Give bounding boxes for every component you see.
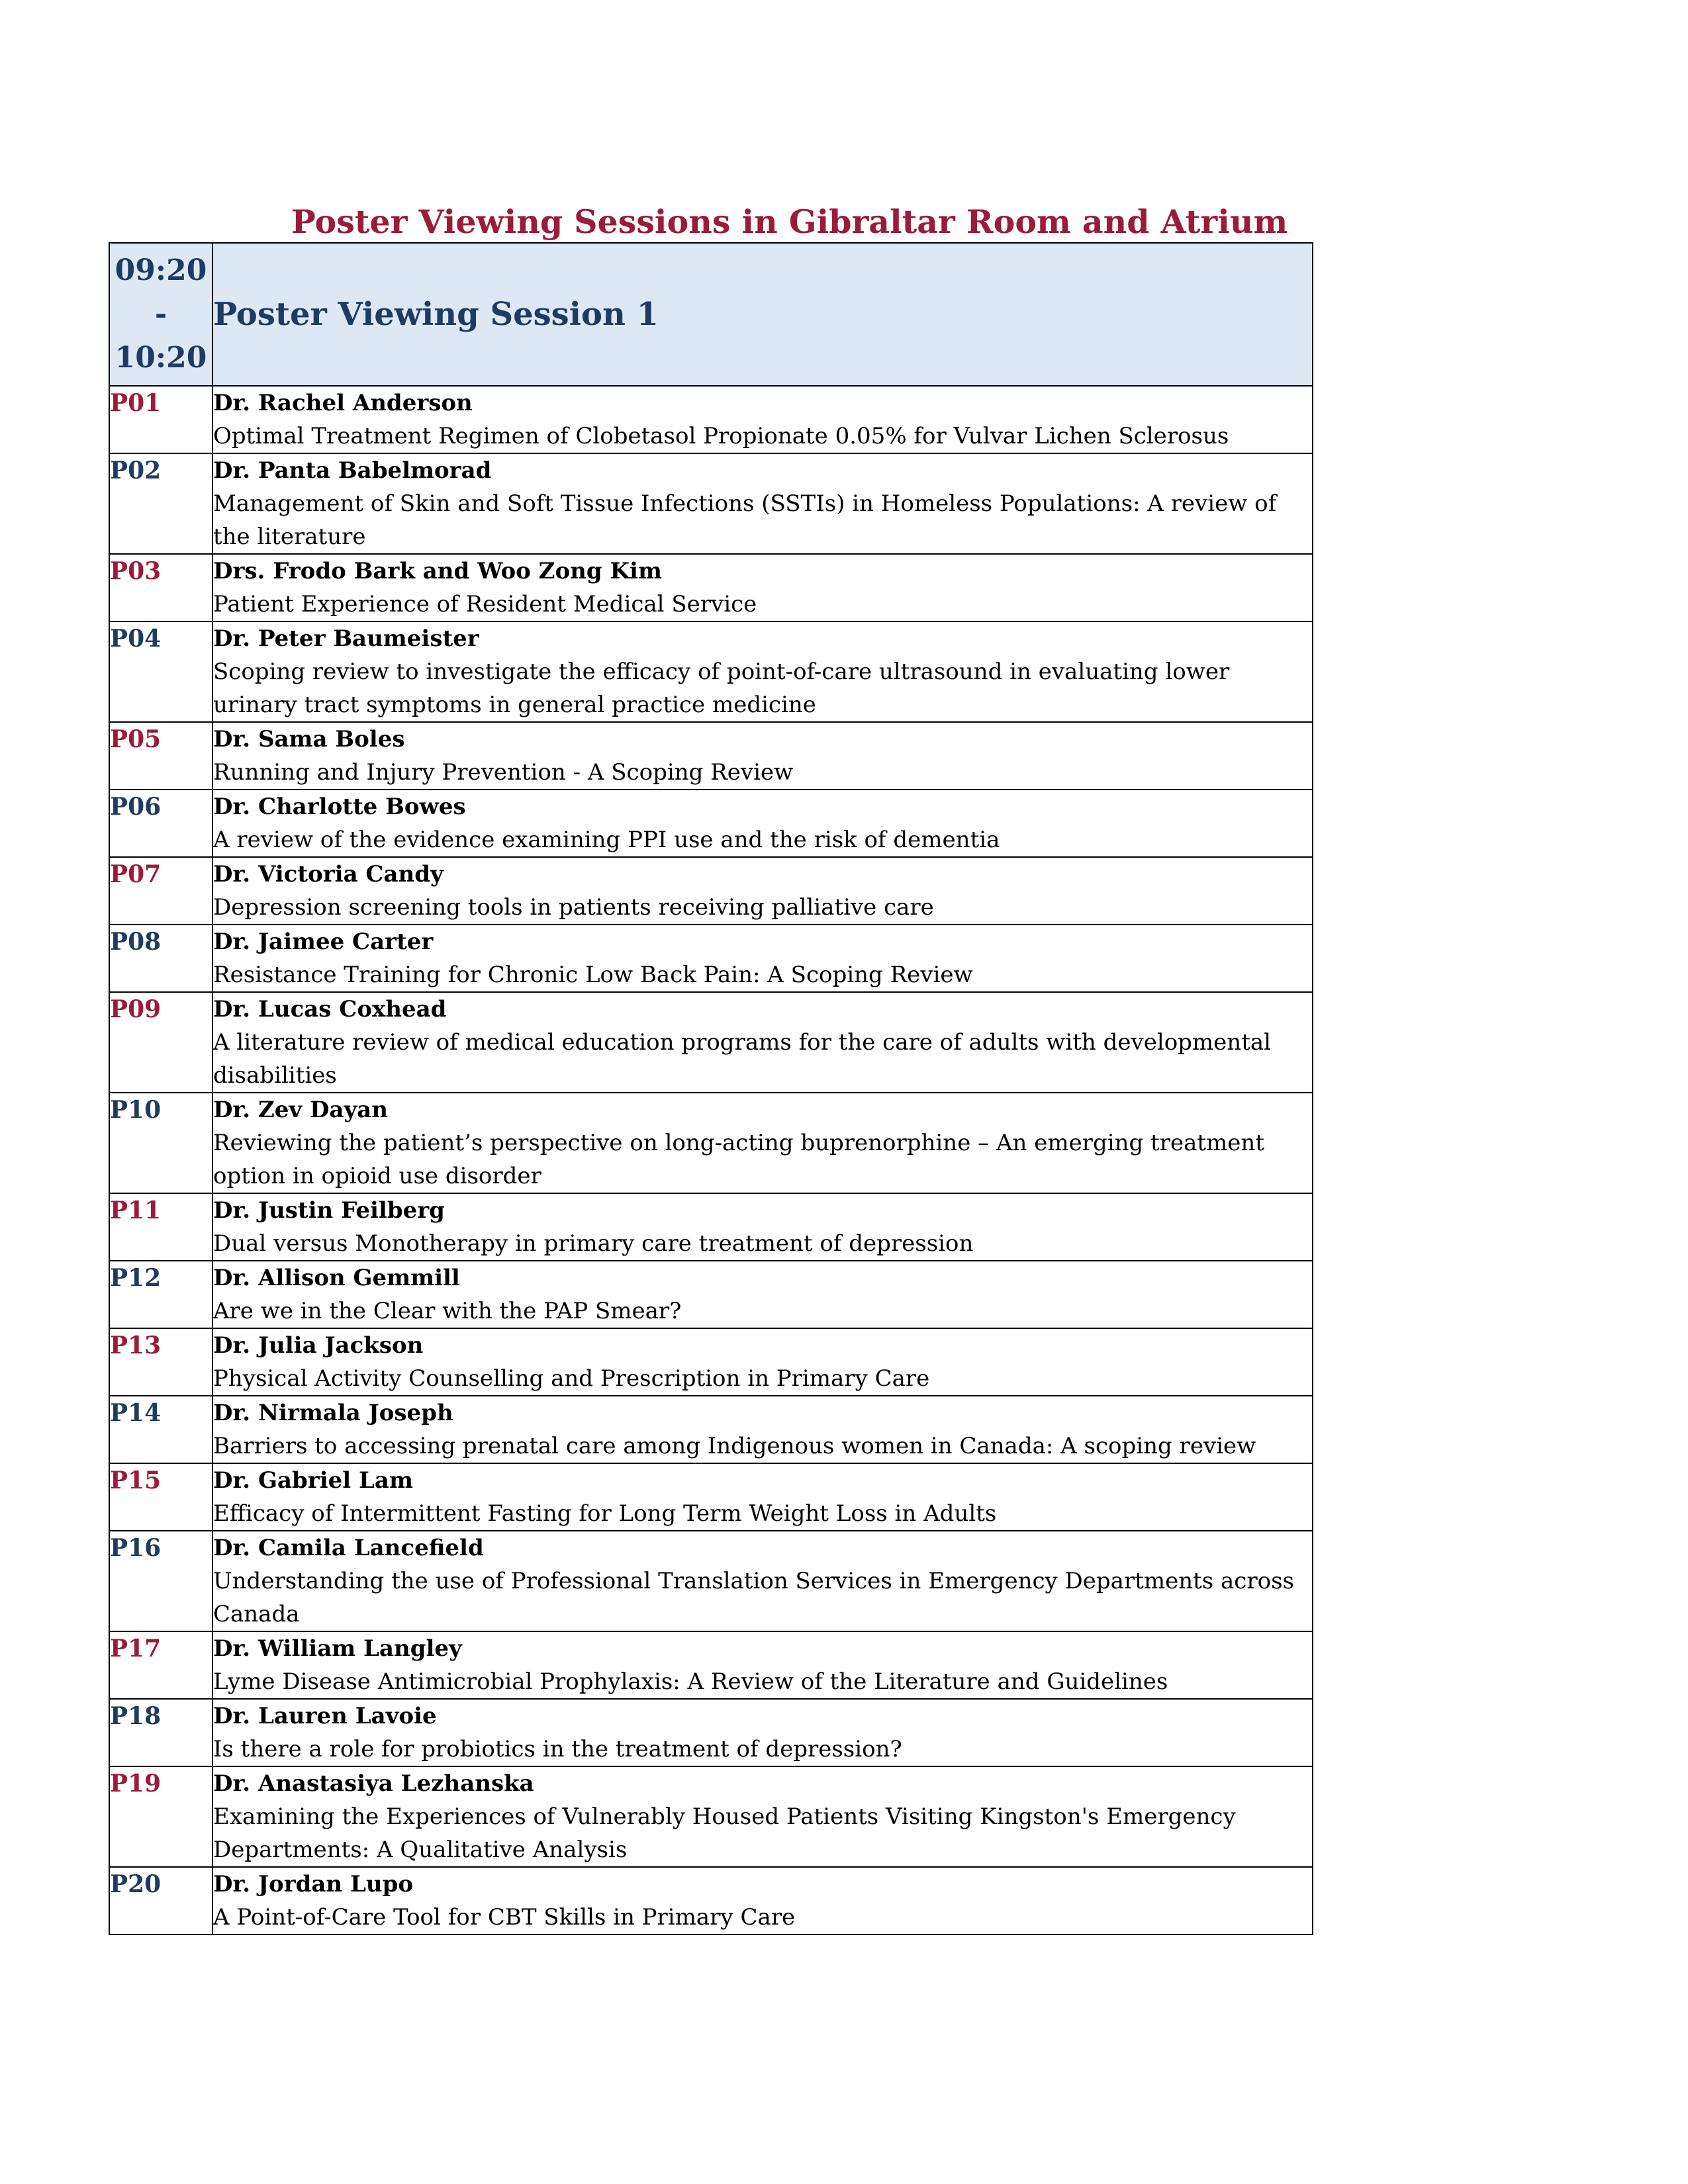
presenter-name: Dr. Panta Babelmorad — [213, 457, 492, 484]
poster-title: Optimal Treatment Regimen of Clobetasol Propionate 0.05% for Vulvar Lichen Sclerosus — [213, 423, 1229, 449]
poster-title: Resistance Training for Chronic Low Back Pain: A Scoping Review — [213, 962, 973, 988]
presenter-name: Dr. Lucas Coxhead — [213, 996, 447, 1023]
poster-code: P12 — [109, 1261, 212, 1328]
presenter-name: Dr. Sama Boles — [213, 726, 405, 752]
presenter-name: Dr. Victoria Candy — [213, 861, 444, 887]
poster-title: Is there a role for probiotics in the treatment of depression? — [213, 1736, 902, 1762]
poster-title: Understanding the use of Professional Translation Services in Emergency Departments across Canada — [213, 1568, 1294, 1627]
presenter-name: Dr. Jordan Lupo — [213, 1871, 414, 1897]
presenter-name: Dr. Charlotte Bowes — [213, 794, 466, 820]
poster-code: P11 — [109, 1193, 212, 1261]
table-row — [109, 621, 1313, 722]
presenter-name: Drs. Frodo Bark and Woo Zong Kim — [213, 558, 662, 584]
session-time-start: 09:20 — [115, 253, 207, 287]
poster-title: Reviewing the patient’s perspective on long-acting buprenorphine – An emerging treatment option in opioid use disorder — [213, 1130, 1264, 1189]
poster-code: P17 — [109, 1631, 212, 1699]
table-row — [109, 722, 1313, 790]
table-row — [109, 790, 1313, 857]
poster-title: Dual versus Monotherapy in primary care treatment of depression — [213, 1230, 974, 1257]
table-row — [109, 1396, 1313, 1463]
poster-code: P13 — [109, 1328, 212, 1396]
session-time — [109, 243, 212, 386]
table-row — [109, 1699, 1313, 1766]
presenter-name: Dr. Lauren Lavoie — [213, 1703, 437, 1729]
table-row — [109, 1193, 1313, 1261]
poster-details — [212, 722, 1313, 790]
poster-code: P19 — [109, 1766, 212, 1867]
presenter-name: Dr. Allison Gemmill — [213, 1265, 460, 1291]
poster-code: P08 — [109, 925, 212, 992]
poster-details — [212, 1867, 1313, 1934]
poster-title: Examining the Experiences of Vulnerably Housed Patients Visiting Kingston's Emergency Departments: A Qualitative Analysis — [213, 1803, 1236, 1863]
presenter-name: Dr. Anastasiya Lezhanska — [213, 1770, 534, 1797]
poster-details — [212, 1699, 1313, 1766]
poster-code: P02 — [109, 453, 212, 554]
poster-details — [212, 857, 1313, 925]
table-row — [109, 1631, 1313, 1699]
poster-title: Scoping review to investigate the efficacy of point-of-care ultrasound in evaluating lower urinary tract symptoms in general practice medicine — [213, 659, 1230, 718]
table-row — [109, 857, 1313, 925]
poster-title: Lyme Disease Antimicrobial Prophylaxis: A Review of the Literature and Guidelines — [213, 1668, 1168, 1695]
poster-details — [212, 386, 1313, 453]
poster-details — [212, 1766, 1313, 1867]
poster-details — [212, 1093, 1313, 1193]
poster-code: P04 — [109, 621, 212, 722]
poster-code: P20 — [109, 1867, 212, 1934]
poster-title: A Point-of-Care Tool for CBT Skills in Primary Care — [213, 1904, 796, 1931]
poster-title: Are we in the Clear with the PAP Smear? — [213, 1298, 682, 1324]
poster-details — [212, 1463, 1313, 1531]
session-title: Poster Viewing Session 1 — [212, 243, 1313, 386]
poster-title: Efficacy of Intermittent Fasting for Long Term Weight Loss in Adults — [213, 1500, 997, 1527]
poster-details — [212, 992, 1313, 1093]
presenter-name: Dr. Rachel Anderson — [213, 390, 473, 416]
poster-details — [212, 621, 1313, 722]
table-row — [109, 1531, 1313, 1631]
poster-title: Patient Experience of Resident Medical Service — [213, 591, 757, 617]
table-row — [109, 453, 1313, 554]
poster-details — [212, 1531, 1313, 1631]
presenter-name: Dr. Julia Jackson — [213, 1332, 424, 1359]
poster-schedule-table — [109, 242, 1313, 1935]
poster-code: P03 — [109, 554, 212, 621]
poster-code: P16 — [109, 1531, 212, 1631]
poster-details — [212, 1328, 1313, 1396]
poster-title: A literature review of medical education programs for the care of adults with developmental disabilities — [213, 1029, 1271, 1089]
poster-code: P15 — [109, 1463, 212, 1531]
presenter-name: Dr. Jaimee Carter — [213, 929, 434, 955]
session-header-row — [109, 243, 1313, 386]
presenter-name: Dr. Zev Dayan — [213, 1097, 389, 1123]
table-row — [109, 1093, 1313, 1193]
presenter-name: Dr. Peter Baumeister — [213, 625, 479, 652]
poster-title: Running and Injury Prevention - A Scoping Review — [213, 759, 794, 786]
session-time-separator: - — [154, 297, 167, 331]
poster-code: P14 — [109, 1396, 212, 1463]
presenter-name: Dr. Gabriel Lam — [213, 1467, 413, 1494]
poster-details — [212, 554, 1313, 621]
table-row — [109, 554, 1313, 621]
poster-code: P18 — [109, 1699, 212, 1766]
presenter-name: Dr. Justin Feilberg — [213, 1197, 445, 1224]
poster-details — [212, 790, 1313, 857]
poster-code: P10 — [109, 1093, 212, 1193]
presenter-name: Dr. Nirmala Joseph — [213, 1400, 453, 1426]
poster-code: P05 — [109, 722, 212, 790]
poster-details — [212, 1261, 1313, 1328]
table-row — [109, 1261, 1313, 1328]
poster-title: Depression screening tools in patients receiving palliative care — [213, 894, 934, 921]
table-row — [109, 386, 1313, 453]
table-row — [109, 1766, 1313, 1867]
presenter-name: Dr. William Langley — [213, 1635, 462, 1662]
table-row — [109, 1463, 1313, 1531]
presenter-name: Dr. Camila Lancefield — [213, 1535, 484, 1561]
poster-details — [212, 1631, 1313, 1699]
poster-details — [212, 1396, 1313, 1463]
poster-code: P01 — [109, 386, 212, 453]
table-row — [109, 1867, 1313, 1934]
poster-title: A review of the evidence examining PPI use and the risk of dementia — [213, 827, 1000, 853]
page-title: Poster Viewing Sessions in Gibraltar Room and Atrium — [291, 203, 1288, 241]
poster-details — [212, 453, 1313, 554]
table-row — [109, 992, 1313, 1093]
poster-title: Barriers to accessing prenatal care among Indigenous women in Canada: A scoping review — [213, 1433, 1256, 1459]
poster-title: Management of Skin and Soft Tissue Infections (SSTIs) in Homeless Populations: A review of the literature — [213, 490, 1277, 550]
poster-code: P06 — [109, 790, 212, 857]
poster-details — [212, 1193, 1313, 1261]
poster-code: P09 — [109, 992, 212, 1093]
poster-title: Physical Activity Counselling and Prescription in Primary Care — [213, 1365, 930, 1392]
table-row — [109, 1328, 1313, 1396]
table-row — [109, 925, 1313, 992]
poster-code: P07 — [109, 857, 212, 925]
session-time-end: 10:20 — [115, 341, 207, 375]
poster-details — [212, 925, 1313, 992]
